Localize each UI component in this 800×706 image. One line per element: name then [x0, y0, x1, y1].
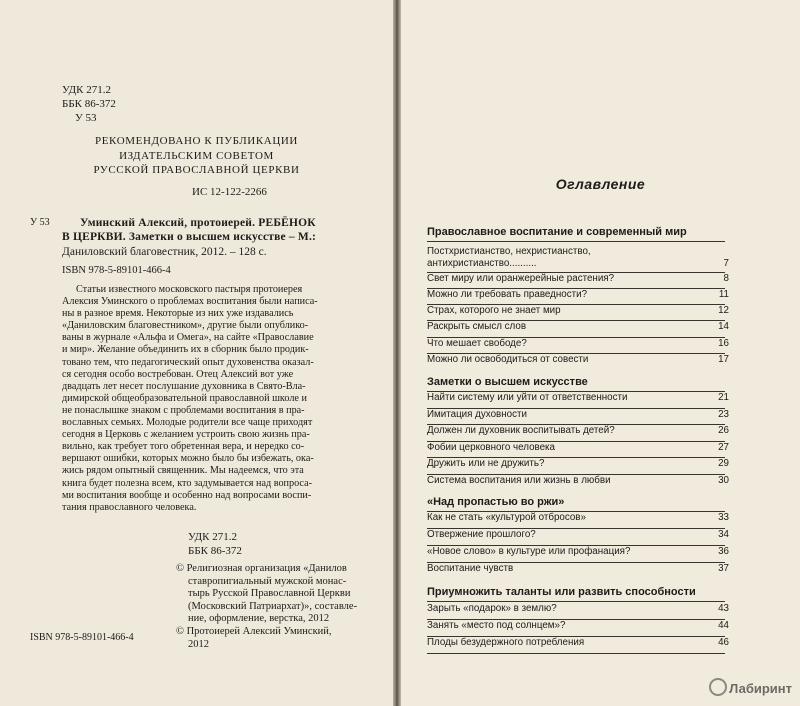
toc-section-title: Заметки о высшем искусстве — [427, 376, 588, 388]
toc-section-title: Православное воспитание и современный мир — [427, 226, 687, 238]
abstract-line: ся сегодня особо востребован. Отец Алексий вот уже — [62, 368, 294, 380]
abstract-line: Алексия Уминского о проблемах воспитания были написа- — [62, 296, 318, 308]
book-gutter — [393, 0, 401, 706]
toc-item[interactable] — [427, 354, 727, 365]
bbk-code: ББК 86-372 — [62, 98, 116, 110]
toc-page-number: 27 — [718, 442, 729, 453]
imprint-page — [0, 0, 393, 706]
toc-item[interactable] — [427, 289, 727, 300]
toc-item-title: Страх, которого не знает мир — [427, 305, 561, 316]
toc-page-number: 8 — [723, 273, 729, 284]
toc-item[interactable] — [427, 458, 727, 469]
toc-item-title: Фобии церковного человека — [427, 442, 556, 453]
labyrinth-logo-icon — [709, 678, 727, 696]
entry-publisher: Даниловский благовестник, 2012. – 128 с. — [62, 246, 267, 258]
abstract-line: и мир». Желание объединить их в сборник было продик- — [62, 344, 309, 356]
toc-item[interactable] — [427, 563, 727, 574]
toc-item[interactable] — [427, 273, 727, 284]
toc-item-title: Раскрыть смысл слов — [427, 321, 527, 332]
copyright-line: ние, оформление, верстка, 2012 — [188, 613, 330, 624]
toc-page-number: 33 — [718, 512, 729, 523]
toc-title: Оглавление — [555, 176, 646, 192]
entry-title-line-1: Уминский Алексий, протоиерей. РЕБЁНОК — [80, 217, 316, 229]
abstract-line: тания православного человека. — [62, 501, 197, 513]
abstract-line: сегодня в Церковь с желанием устроить свою жизнь пра- — [62, 429, 310, 441]
copyright-author — [176, 626, 381, 651]
copyright-line: (Московский Патриархат)», составле- — [188, 600, 358, 612]
toc-page-number: 36 — [718, 546, 729, 557]
watermark-logo: Лабиринт — [709, 678, 792, 696]
bottom-isbn: ISBN 978-5-89101-466-4 — [30, 632, 134, 643]
toc-item[interactable] — [427, 512, 727, 523]
toc-page-number: 7 — [723, 258, 729, 269]
abstract — [62, 284, 374, 514]
abstract-line: двадцать лет несет послушание духовника в Свято-Вла- — [62, 380, 306, 392]
contents-page — [401, 0, 800, 706]
toc-item-title: Как не стать «культурой отбросов» — [427, 512, 586, 523]
copyright-line: ставропигиальный мужской монас- — [188, 575, 347, 587]
entry-mark: У 53 — [30, 217, 50, 228]
copyright-line: © Протоиерей Алексий Уминский, — [176, 626, 332, 637]
abstract-line: ми воспитания вообще и особенно над вопросами воспи- — [62, 489, 312, 501]
toc-page-number: 16 — [718, 338, 729, 349]
toc-item[interactable] — [427, 637, 727, 648]
toc-item-title: Занять «место под солнцем»? — [427, 620, 566, 631]
toc-item[interactable] — [427, 246, 727, 270]
toc-item-title: Можно ли требовать праведности? — [427, 289, 588, 300]
abstract-line: димирской общеобразовательной православной школе и — [62, 392, 307, 404]
toc-item-title: Воспитание чувств — [427, 563, 514, 574]
toc-item[interactable] — [427, 475, 727, 486]
bottom-bbk: ББК 86-372 — [188, 545, 242, 557]
abstract-line: жись рядом опытный священник. Мы надеемся, что эта — [62, 465, 304, 477]
toc-page-number: 21 — [718, 392, 729, 403]
toc-page-number: 37 — [718, 563, 729, 574]
toc-rule — [427, 653, 725, 654]
toc-page-number: 17 — [718, 354, 729, 365]
abstract-line: не понаслышке знаком с проблемами воспитания в пра- — [62, 404, 305, 416]
toc-item-title: Зарыть «подарок» в землю? — [427, 603, 557, 614]
toc-page-number: 46 — [718, 637, 729, 648]
copyright-line: © Религиозная организация «Данилов — [176, 563, 347, 574]
abstract-line: ваны в журнале «Альфа и Омега», на сайте «Православие — [62, 332, 314, 344]
udk-code: УДК 271.2 — [62, 84, 112, 96]
toc-item[interactable] — [427, 392, 727, 403]
toc-item[interactable] — [427, 529, 727, 540]
toc-item[interactable] — [427, 338, 727, 349]
toc-item-title: Постхристианство, нехристианство, — [427, 246, 591, 257]
toc-item[interactable] — [427, 603, 727, 614]
toc-page-number: 11 — [718, 289, 729, 300]
toc-item-title: Свет миру или оранжерейные растения? — [427, 273, 615, 284]
toc-item-title: Должен ли духовник воспитывать детей? — [427, 425, 615, 436]
copyright-line: тырь Русской Православной Церкви — [188, 588, 351, 599]
toc-item-title-cont: антихристианство.......... — [427, 258, 537, 269]
toc-item-title: Найти систему или уйти от ответственности — [427, 392, 628, 403]
author-mark: У 53 — [75, 112, 97, 124]
toc-item[interactable] — [427, 321, 727, 332]
toc-item-title: Дружить или не дружить? — [427, 458, 545, 469]
toc-page-number: 34 — [718, 529, 729, 540]
abstract-line: «Даниловским благовестником», другие были опублико- — [62, 320, 309, 332]
toc-page-number: 14 — [718, 321, 729, 332]
toc-item-title: Система воспитания или жизнь в любви — [427, 475, 611, 486]
recommend-line-2: ИЗДАТЕЛЬСКИМ СОВЕТОМ — [119, 149, 274, 162]
recommend-line-1: РЕКОМЕНДОВАНО К ПУБЛИКАЦИИ — [95, 135, 298, 147]
entry-title-line-2: В ЦЕРКВИ. Заметки о высшем искусстве – М.: — [62, 231, 317, 243]
toc-page-number: 30 — [718, 475, 729, 486]
toc-item[interactable] — [427, 409, 727, 420]
toc-page-number: 12 — [718, 305, 729, 316]
abstract-line: Статьи известного московского пастыря протоиерея — [76, 284, 303, 295]
toc-page-number: 26 — [718, 425, 729, 436]
toc-page-number: 44 — [718, 620, 729, 631]
toc-rule — [427, 241, 725, 242]
abstract-line: книга будет полезна всем, кто задумывается над вопроса- — [62, 477, 312, 489]
toc-item[interactable] — [427, 620, 727, 631]
toc-page-number: 43 — [718, 603, 729, 614]
abstract-line: вильно, как требует того обретенная вера, и нередко со- — [62, 441, 305, 453]
toc-item[interactable] — [427, 425, 727, 436]
abstract-line: вершают ошибки, которых можно было бы избежать, ока- — [62, 453, 314, 465]
ic-number: ИС 12-122-2266 — [192, 186, 267, 198]
entry-isbn: ISBN 978-5-89101-466-4 — [62, 265, 171, 276]
toc-section-title: Приумножить таланты или развить способности — [427, 586, 696, 598]
toc-page-number: 29 — [718, 458, 729, 469]
toc-item-title: Можно ли освободиться от совести — [427, 354, 589, 365]
abstract-line: ны в разное время. Некоторые из них уже издавались — [62, 308, 294, 320]
copyright-line: 2012 — [188, 638, 209, 650]
copyright-organization — [176, 563, 381, 626]
toc-item-title: Что мешает свободе? — [427, 338, 527, 349]
toc-item-title: Отвержение прошлого? — [427, 529, 536, 540]
bottom-udk: УДК 271.2 — [188, 531, 238, 543]
toc-item[interactable] — [427, 546, 727, 557]
toc-item-title: Плоды безудержного потребления — [427, 637, 585, 648]
toc-page-number: 23 — [718, 409, 729, 420]
recommend-line-3: РУССКОЙ ПРАВОСЛАВНОЙ ЦЕРКВИ — [93, 164, 300, 176]
abstract-line: товано тем, что педагогический опыт духовенства оказал- — [62, 356, 314, 368]
toc-item[interactable] — [427, 305, 727, 316]
toc-item-title: «Новое слово» в культуре или профанация? — [427, 546, 631, 557]
toc-item[interactable] — [427, 442, 727, 453]
toc-item-title: Имитация духовности — [427, 409, 527, 420]
toc-section-title: «Над пропастью во ржи» — [427, 496, 565, 508]
toc-rule — [427, 601, 725, 602]
abstract-line: вославных семьях. Молодые родители все чаще приходят — [62, 417, 313, 429]
